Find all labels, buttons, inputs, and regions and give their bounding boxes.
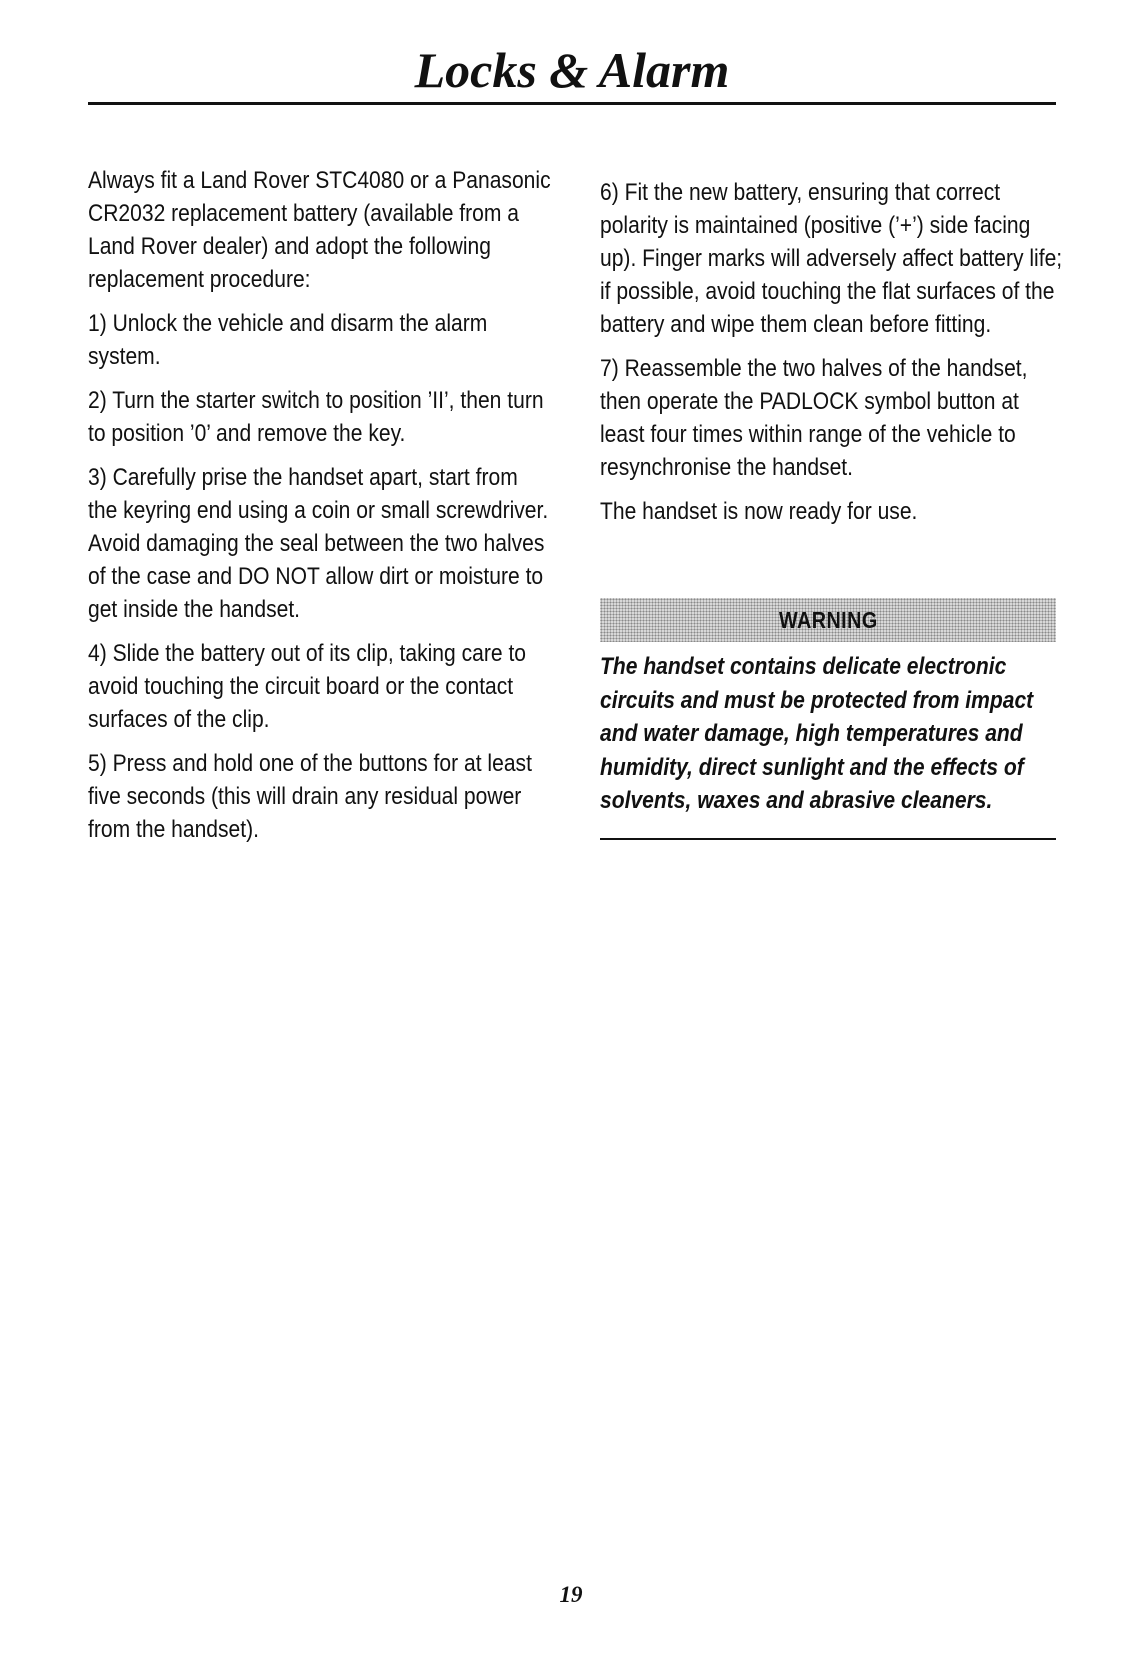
step-7: 7) Reassemble the two halves of the handset, then operate the PADLOCK symbol button at least four times within range of the vehicle to resynchronise the handset. [600, 355, 1028, 481]
warning-text: The handset contains delicate electronic circuits and must be protected from impact and water damage, high temperatures and humidity, direct sunlight and the effects of solvents, waxes and abrasive cleaners. [600, 653, 1034, 814]
warning-label: WARNING [778, 606, 878, 633]
step-4: 4) Slide the battery out of its clip, taking care to avoid touching the circuit board or the contact surfaces of the clip. [88, 640, 527, 733]
step-1: 1) Unlock the vehicle and disarm the alarm system. [88, 310, 488, 370]
step-5: 5) Press and hold one of the buttons for at least five seconds (this will drain any residual power from the handset). [88, 750, 532, 843]
intro-paragraph: Always fit a Land Rover STC4080 or a Panasonic CR2032 replacement battery (available from a Land Rover dealer) and adopt the following replacement procedure: [88, 167, 551, 293]
page-title: Locks & Alarm [414, 42, 730, 98]
step-6: 6) Fit the new battery, ensuring that correct polarity is maintained (positive (’+’) side facing up). Finger marks will adversely affect battery life; if possible, avoid touching the flat surfaces of the battery and wipe them clean before fitting. [600, 179, 1063, 338]
page-header [88, 30, 1056, 105]
warning-divider [600, 838, 1056, 840]
warning-banner [600, 598, 1056, 642]
step-3: 3) Carefully prise the handset apart, start from the keyring end using a coin or small screwdriver. Avoid damaging the seal between the two halves of the case and DO NOT allow dirt or moisture to get inside the handset. [88, 464, 549, 623]
left-column [88, 164, 552, 857]
right-column [600, 176, 1064, 539]
page-number: 19 [559, 1582, 583, 1607]
step-2: 2) Turn the starter switch to position ’II’, then turn to position ’0’ and remove the key. [88, 387, 544, 447]
ready-note: The handset is now ready for use. [600, 498, 918, 525]
